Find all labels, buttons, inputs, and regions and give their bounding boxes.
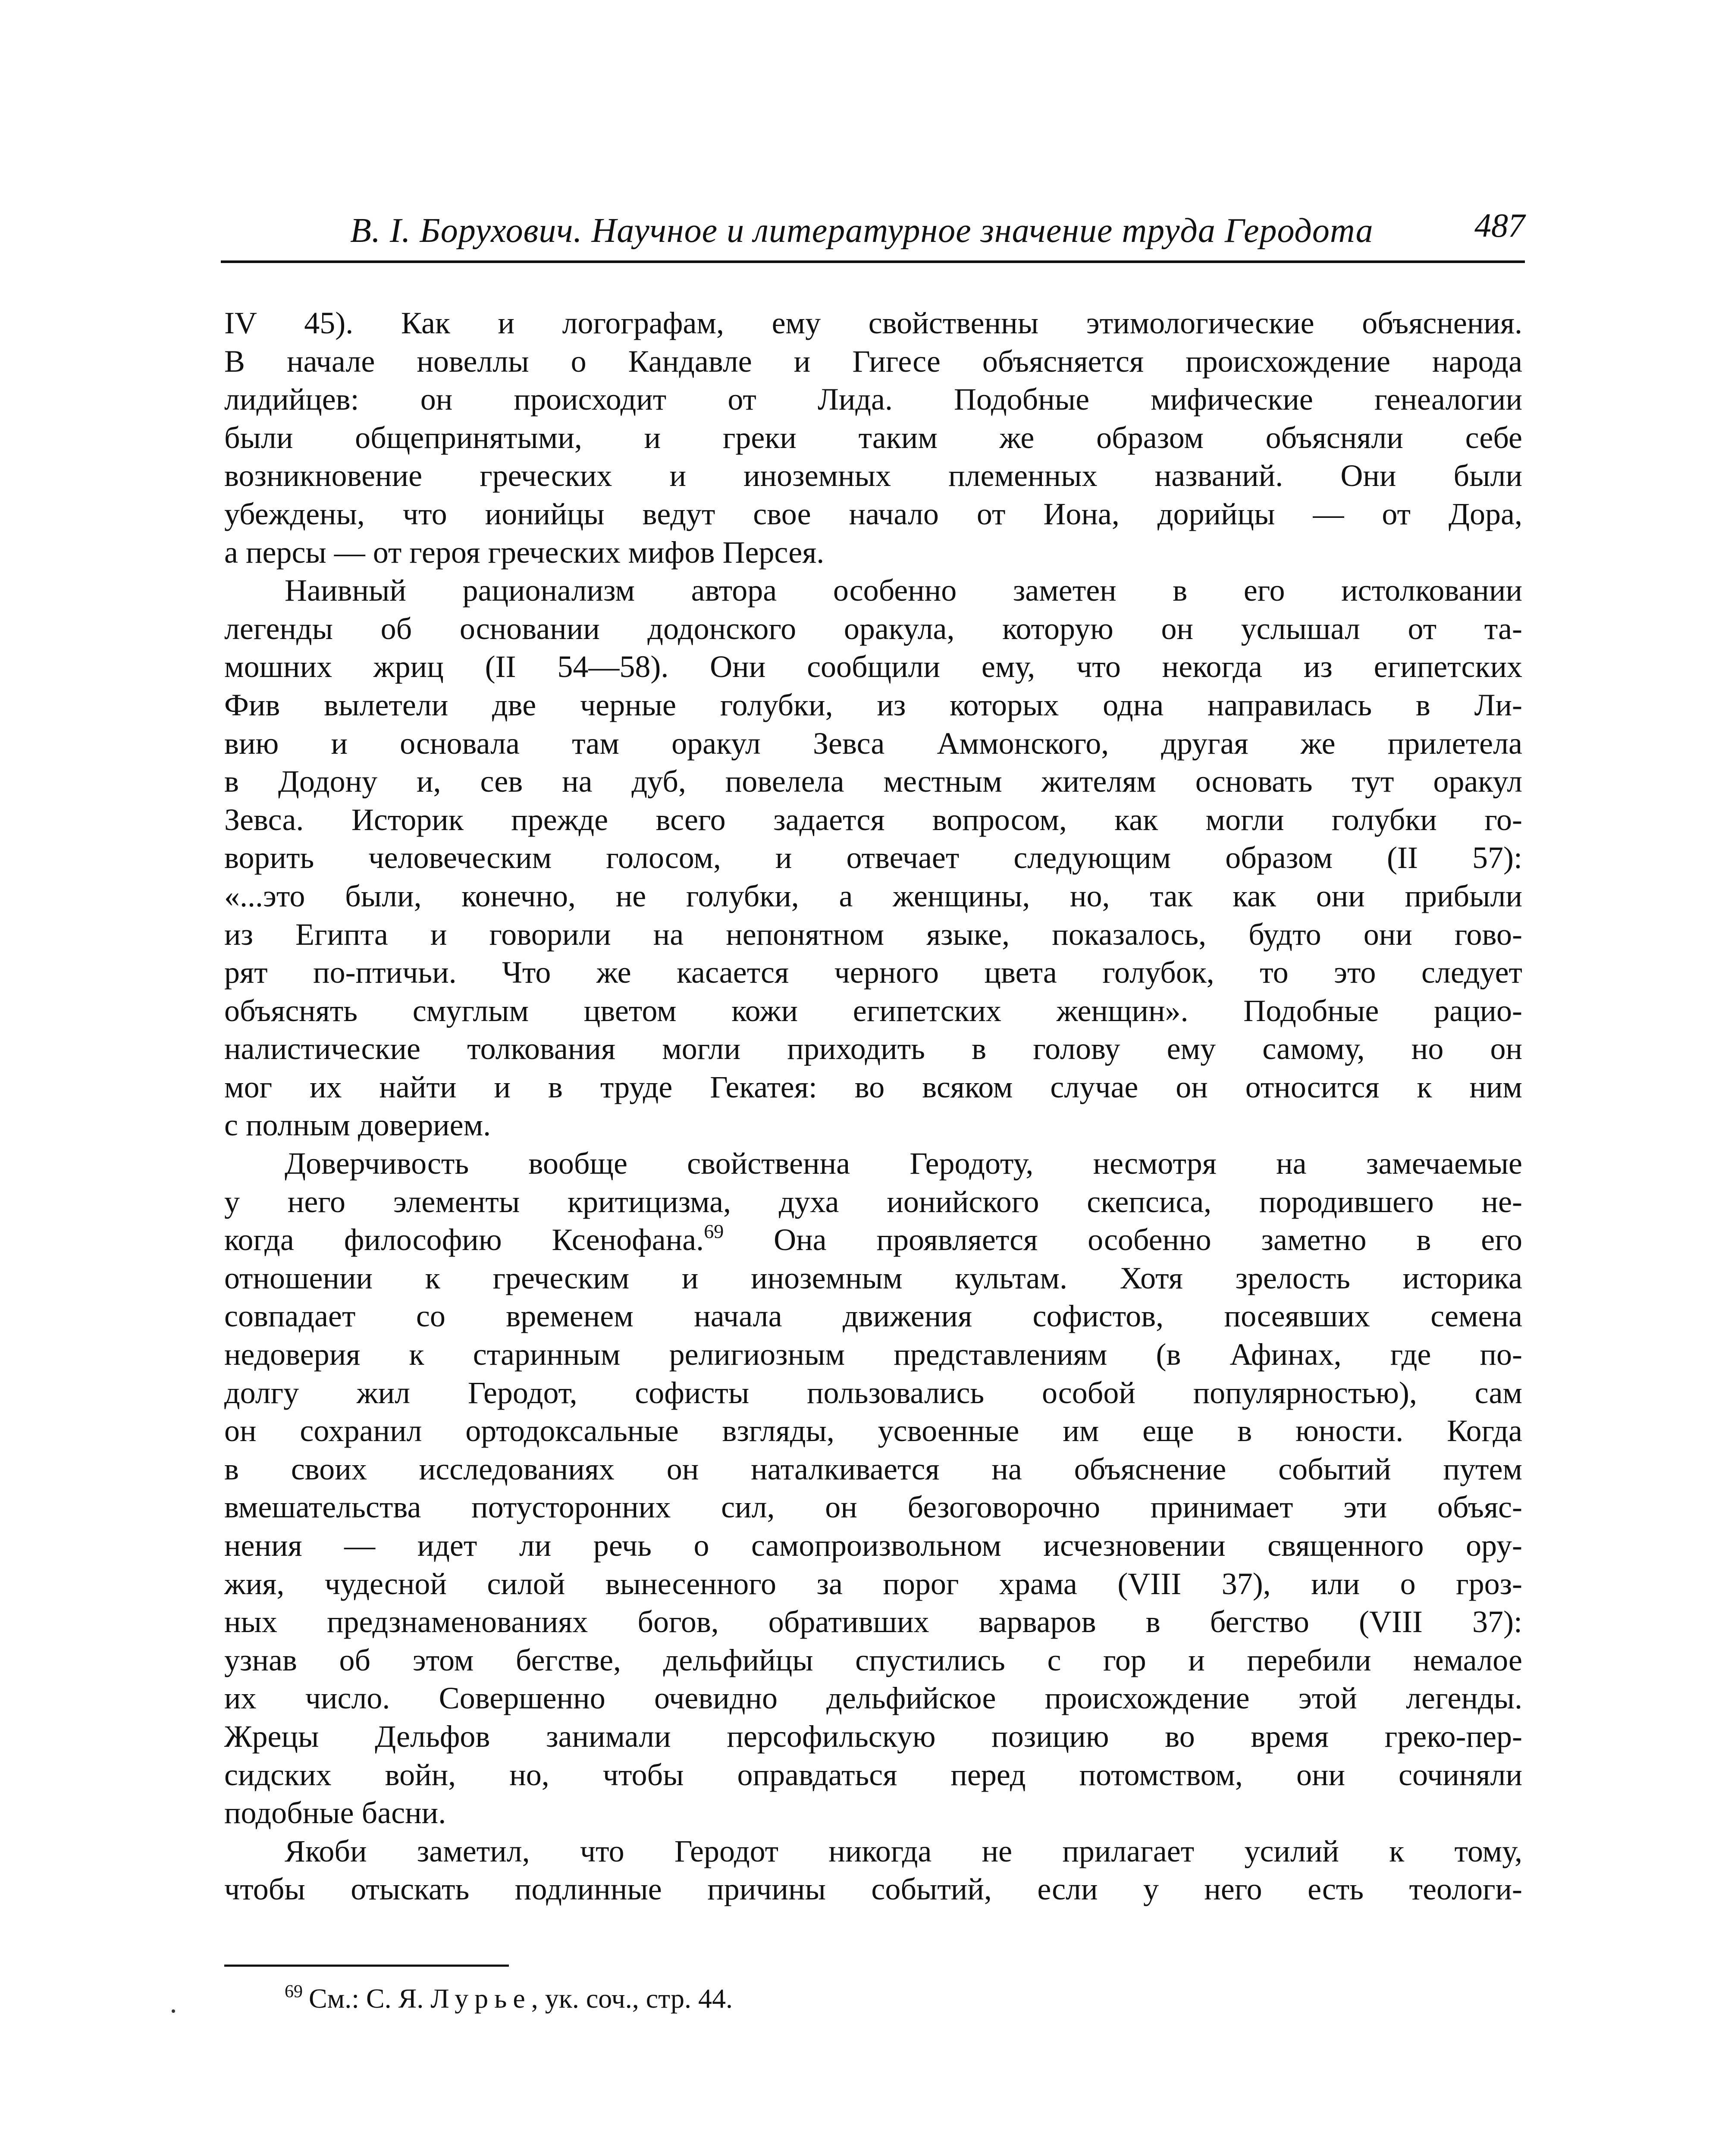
text-line: совпадает со временем начала движения софистов, посеявших семена: [224, 1299, 1522, 1334]
text-line: ворить человеческим голосом, и отвечает следующим образом (II 57):: [224, 840, 1522, 875]
text-line: сидских войн, но, чтобы оправдаться перед потомством, они сочиняли: [224, 1757, 1522, 1792]
text-line: мог их найти и в труде Гекатея: во всяком случае он относится к ним: [224, 1069, 1522, 1104]
text-line: лидийцев: он происходит от Лида. Подобные мифические генеалогии: [224, 382, 1522, 417]
text-line: ных предзнаменованиях богов, обративших варваров в бегство (VIII 37):: [224, 1604, 1522, 1639]
text-line: подобные басни.: [224, 1796, 446, 1830]
text-line: были общепринятыми, и греки таким же образом объясняли себе: [224, 420, 1522, 455]
text-line: долгу жил Геродот, софисты пользовались особой популярностью), сам: [224, 1375, 1522, 1410]
main-text: [224, 304, 1522, 1908]
footnote-rule: [224, 1965, 509, 1967]
paragraph-1: [224, 304, 1522, 571]
footnote-author: Лурье: [430, 1983, 531, 2014]
text-fragment: Она проявляется особенно заметно в его: [774, 1222, 1522, 1257]
text-line: объяснять смуглым цветом кожи египетских женщин». Подобные рацио-: [224, 993, 1522, 1028]
text-line: Фив вылетели две черные голубки, из которых одна направилась в Ли-: [224, 687, 1522, 722]
text-line: узнав об этом бегстве, дельфийцы спустились с гор и перебили немалое: [224, 1642, 1522, 1677]
running-title: В. І. Борухович. Научное и литературное значение труда Геродота: [350, 212, 1374, 250]
running-head: [221, 207, 1525, 259]
footnote: [285, 1979, 733, 2018]
text-line: убеждены, что ионийцы ведут свое начало от Иона, дорийцы — от Дора,: [224, 496, 1522, 531]
paragraph-3: [224, 1144, 1522, 1832]
footnote-reference[interactable]: 69: [704, 1220, 724, 1243]
text-line: Доверчивость вообще свойственна Геродоту, несмотря на замечаемые: [285, 1146, 1522, 1181]
text-line: мошних жриц (II 54—58). Они сообщили ему, что некогда из египетских: [224, 649, 1522, 684]
text-line: у него элементы критицизма, духа ионийского скепсиса, породившего не-: [224, 1184, 1522, 1219]
text-line: в Додону и, сев на дуб, повелела местным жителям основать тут оракул: [224, 764, 1522, 799]
text-line: с полным доверием.: [224, 1108, 491, 1143]
text-line: нения — идет ли речь о самопроизвольном исчезновении священного ору-: [224, 1528, 1522, 1563]
text-line: Якоби заметил, что Геродот никогда не прилагает усилий к тому,: [285, 1833, 1522, 1868]
paragraph-2: [224, 571, 1522, 1144]
paragraph-4: [224, 1832, 1522, 1908]
footnote-suffix: , ук. соч., стр. 44.: [531, 1983, 733, 2014]
text-line: чтобы отыскать подлинные причины событий, если у него есть теологи-: [224, 1872, 1522, 1907]
text-fragment: когда философию Ксенофана.: [224, 1222, 704, 1257]
text-line: в своих исследованиях он наталкивается на объяснение событий путем: [224, 1451, 1522, 1486]
text-line: а персы — от героя греческих мифов Персея.: [224, 535, 825, 570]
text-line: «...это были, конечно, не голубки, а женщины, но, так как они прибыли: [224, 878, 1522, 913]
footnote-number: 69: [285, 1982, 303, 2002]
text-line: IV 45). Как и логографам, ему свойственны этимологические объяснения.: [224, 306, 1522, 340]
text-line: Зевса. Историк прежде всего задается вопросом, как могли голубки го-: [224, 802, 1522, 837]
text-line: вмешательства потусторонних сил, он безоговорочно принимает эти объяс-: [224, 1490, 1522, 1525]
text-line: Жрецы Дельфов занимали персофильскую позицию во время греко-пер-: [224, 1719, 1522, 1754]
text-line: из Египта и говорили на непонятном языке, показалось, будто они гово-: [224, 917, 1522, 952]
scan-speck: [172, 2009, 175, 2013]
text-line: возникновение греческих и иноземных племенных названий. Они были: [224, 458, 1522, 493]
text-line: Наивный рационализм автора особенно заметен в его истолковании: [285, 573, 1522, 608]
text-line: он сохранил ортодоксальные взгляды, усвоенные им еще в юности. Когда: [224, 1413, 1522, 1448]
text-line: рят по-птичьи. Что же касается черного цвета голубок, то это следует: [224, 955, 1522, 990]
page-number: 487: [1474, 207, 1525, 244]
text-line: отношении к греческим и иноземным культам. Хотя зрелость историка: [224, 1260, 1522, 1295]
header-rule: [221, 260, 1525, 263]
footnote-prefix: См.: С. Я.: [309, 1983, 424, 2014]
text-line: вию и основала там оракул Зевса Аммонского, другая же прилетела: [224, 726, 1522, 761]
text-line: легенды об основании додонского оракула, которую он услышал от та-: [224, 611, 1522, 646]
text-line: В начале новеллы о Кандавле и Гигесе объясняется происхождение народа: [224, 344, 1522, 379]
text-line: недоверия к старинным религиозным представлениям (в Афинах, где по-: [224, 1337, 1522, 1372]
text-line: жия, чудесной силой вынесенного за порог храма (VIII 37), или о гроз-: [224, 1566, 1522, 1601]
text-line: их число. Совершенно очевидно дельфийское происхождение этой легенды.: [224, 1681, 1522, 1716]
text-line: налистические толкования могли приходить в голову ему самому, но он: [224, 1031, 1522, 1066]
text-line-with-footnote: [224, 1221, 1522, 1259]
